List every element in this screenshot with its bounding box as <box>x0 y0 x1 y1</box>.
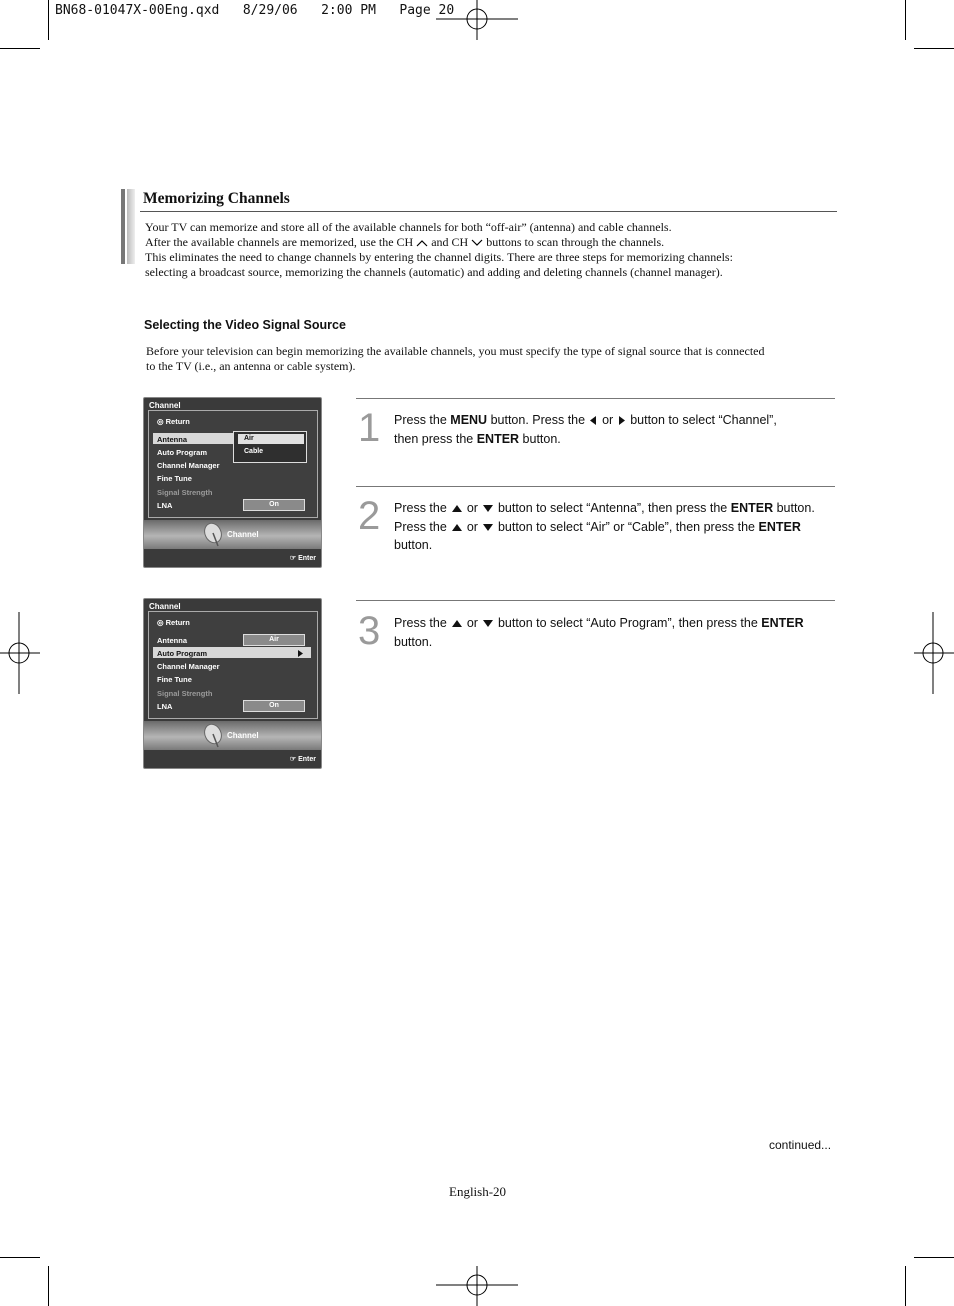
osd-item-channel-manager: Channel Manager <box>157 461 220 470</box>
osd-lna-value: On <box>243 700 305 712</box>
satellite-dish-icon <box>202 723 224 749</box>
osd-title: Channel <box>149 602 181 611</box>
subsection-body: Before your television can begin memorizing the available channels, you must specify the type of signal source that is connected to the TV (i.e., an antenna or cable system). <box>146 344 765 373</box>
osd-return: ◎ Return <box>157 417 190 426</box>
osd-item-fine-tune: Fine Tune <box>157 675 192 684</box>
satellite-dish-icon <box>202 522 224 548</box>
osd-lna-value: On <box>243 499 305 511</box>
osd-item-lna: LNA <box>157 501 173 510</box>
step-1-text: Press the MENU button. Press the or button to select “Channel”, then press the ENTER button. <box>394 413 777 446</box>
osd-item-fine-tune: Fine Tune <box>157 474 192 483</box>
chevron-up-icon <box>416 239 428 247</box>
down-arrow-icon <box>483 620 493 627</box>
page-number: English-20 <box>449 1184 507 1199</box>
submenu-arrow-icon <box>298 650 303 657</box>
osd-item-lna: LNA <box>157 702 173 711</box>
intro-line-1: Your TV can memorize and store all of the available channels for both “off-air” (antenna) and cable channels. <box>145 220 672 234</box>
continued-label: continued... <box>769 1138 832 1152</box>
osd-footer-label: Channel <box>227 530 259 539</box>
osd-popup-cable: Cable <box>244 448 264 455</box>
osd-popup <box>233 431 307 463</box>
down-arrow-icon <box>483 524 493 531</box>
section-bar <box>121 189 125 264</box>
section-title: Memorizing Channels <box>143 190 290 207</box>
intro-line-3: This eliminates the need to change channels by entering the channel digits. There are three steps for memorizing channels: <box>145 250 733 264</box>
osd-return: ◎ Return <box>157 618 190 627</box>
intro-line-2: After the available channels are memorized, use the CH and CH buttons to scan through the channels. <box>145 235 665 249</box>
osd-enter-hint: ☞ Enter <box>289 555 316 562</box>
osd-item-antenna: Antenna <box>157 636 187 645</box>
osd-item-antenna: Antenna <box>157 435 187 444</box>
up-arrow-icon <box>452 524 462 531</box>
registration-mark-left <box>0 612 40 694</box>
osd-popup-air: Air <box>238 434 304 444</box>
osd-item-channel-manager: Channel Manager <box>157 662 220 671</box>
osd-enter-hint: ☞ Enter <box>289 756 316 763</box>
osd-antenna-value: Air <box>243 634 305 646</box>
osd-menu-panel <box>148 611 318 719</box>
print-slug: BN68-01047X-00Eng.qxd 8/29/06 2:00 PM Page 20 <box>55 3 455 18</box>
osd-item-signal-strength: Signal Strength <box>157 488 213 497</box>
osd-item-signal-strength: Signal Strength <box>157 689 213 698</box>
osd-menu-panel <box>148 410 318 518</box>
section-rule <box>140 211 837 212</box>
tv-menu-screenshot-1 <box>143 397 322 568</box>
step-1-number: 1 <box>358 406 381 450</box>
tv-menu-screenshot-2 <box>143 598 322 769</box>
osd-item-auto-program: Auto Program <box>157 448 208 457</box>
left-arrow-icon <box>590 416 597 425</box>
down-arrow-icon <box>483 505 493 512</box>
osd-footer <box>144 721 321 750</box>
up-arrow-icon <box>452 620 462 627</box>
step-2-number: 2 <box>358 494 381 538</box>
osd-item-auto-program: Auto Program <box>157 649 208 658</box>
osd-footer-label: Channel <box>227 731 259 740</box>
step-3-text: Press the or button to select “Auto Program”, then press the ENTER button. <box>394 616 804 649</box>
up-arrow-icon <box>452 505 462 512</box>
step-1-rule <box>356 398 835 399</box>
subsection-title: Selecting the Video Signal Source <box>144 318 346 332</box>
registration-mark-bottom <box>436 1266 518 1306</box>
step-3-number: 3 <box>358 609 381 653</box>
step-3-rule <box>356 600 835 601</box>
registration-mark-right <box>914 612 954 694</box>
osd-title: Channel <box>149 401 181 410</box>
step-2-rule <box>356 486 835 487</box>
right-arrow-icon <box>618 416 625 425</box>
intro-paragraph <box>145 220 835 280</box>
chevron-down-icon <box>471 239 483 247</box>
intro-line-4: selecting a broadcast source, memorizing the channels (automatic) and adding and deleting channels (channel manager). <box>145 265 723 279</box>
osd-footer <box>144 520 321 549</box>
section-bar-shade <box>127 189 135 264</box>
step-2-text: Press the or button to select “Antenna”, then press the ENTER button. Press the or button to select “Air” or “Cable”, then press the ENTER button. <box>394 501 815 552</box>
